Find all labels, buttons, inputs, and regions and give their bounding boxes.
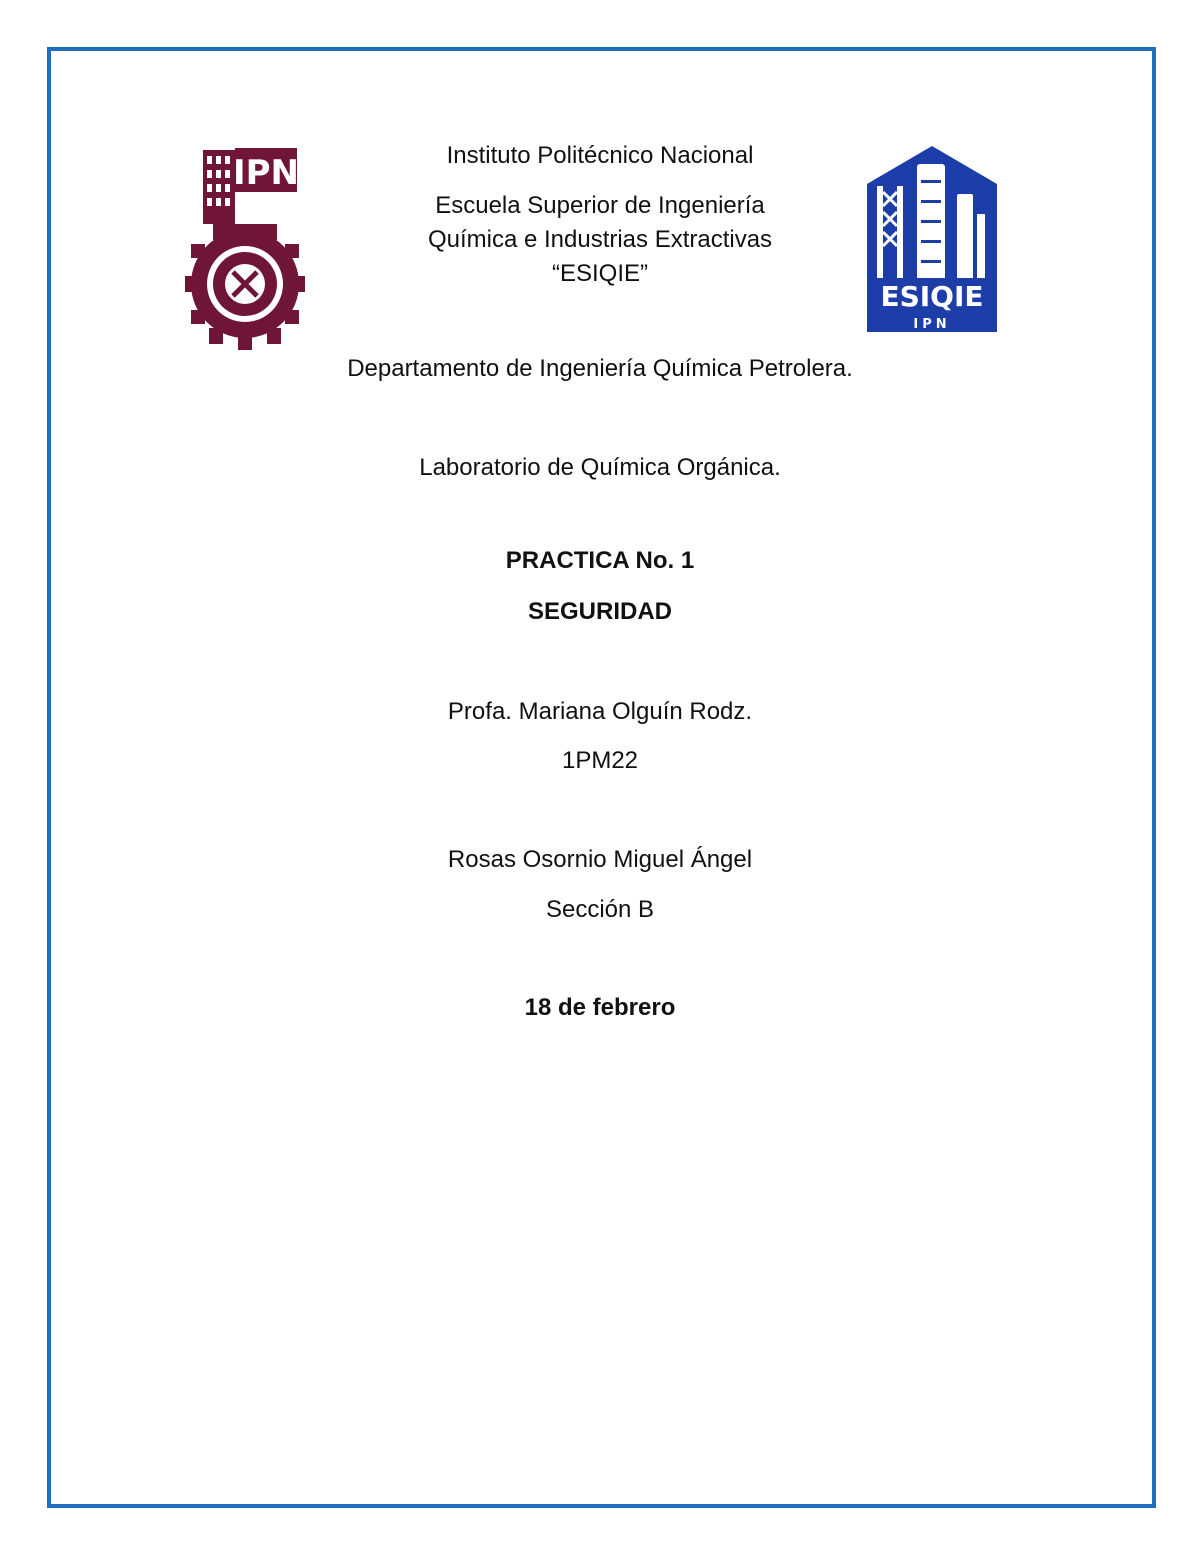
practice-title: SEGURIDAD	[527, 598, 672, 625]
ipn-logo-text: IPN	[232, 153, 300, 193]
laboratory-name: Laboratorio de Química Orgánica.	[419, 454, 781, 481]
esiqie-logo-subtext: IPN	[913, 317, 951, 332]
school-name-line2: Química e Industrias Extractivas	[427, 226, 773, 253]
professor-name: Profa. Mariana Olguín Rodz.	[447, 698, 753, 725]
esiqie-logo-text: ESIQIE	[880, 280, 984, 313]
group-code: 1PM22	[561, 747, 639, 774]
practice-number: PRACTICA No. 1	[505, 547, 695, 574]
school-acronym: “ESIQIE”	[551, 260, 648, 287]
section-label: Sección B	[545, 896, 655, 923]
department-name: Departamento de Ingeniería Química Petrolera.	[347, 355, 853, 382]
date: 18 de febrero	[524, 994, 676, 1021]
school-name-line1: Escuela Superior de Ingeniería	[435, 192, 765, 219]
institution-name: Instituto Politécnico Nacional	[446, 142, 754, 169]
student-name: Rosas Osornio Miguel Ángel	[447, 846, 753, 873]
